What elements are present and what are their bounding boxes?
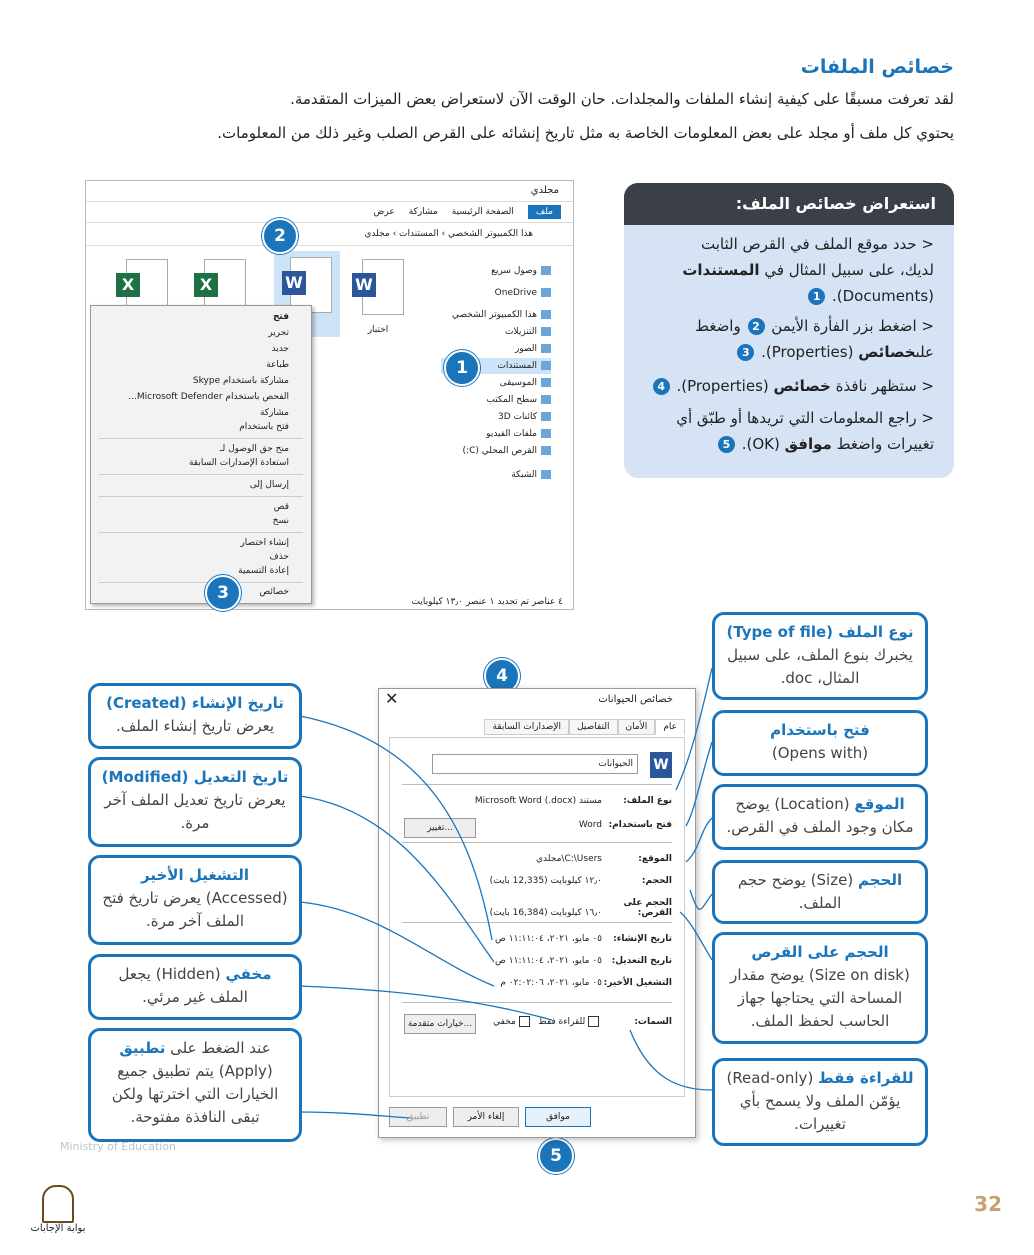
excel-icon: X — [194, 273, 218, 297]
modified-row: تاريخ التعديل:٠٥ مايو، ٢٠٢١، ١١:١١:٠٤ ص — [495, 956, 672, 966]
tab-previous-versions[interactable]: الإصدارات السابقة — [484, 719, 569, 735]
marker-3: 3 — [205, 575, 241, 611]
nav-onedrive[interactable]: OneDrive — [441, 285, 551, 301]
ribbon-tab-view[interactable]: عرض — [373, 207, 395, 217]
size-row: الحجم:١٢٫٠ كيلوبايت (12,335 بايت) — [489, 876, 672, 886]
ctx-rename[interactable]: إعادة التسمية — [238, 566, 289, 576]
step-2: < اضغط بزر الفأرة الأيمن 2 واضغط علىخصائص (Properties). 3 — [695, 317, 934, 361]
word-icon: W — [650, 752, 672, 778]
callout-created: تاريخ الإنشاء (Created) يعرض تاريخ إنشاء الملف. — [88, 683, 302, 749]
nav-3d-objects[interactable]: كائنات 3D — [441, 409, 551, 425]
excel-icon: X — [116, 273, 140, 297]
ribbon-tab-home[interactable]: الصفحة الرئيسية — [451, 207, 514, 217]
opens-row: فتح باستخدام:Word — [578, 820, 672, 830]
page-number: 32 — [974, 1192, 1002, 1216]
ctx-share-skype[interactable]: مشاركة باستخدام Skype — [192, 376, 289, 386]
advanced-button[interactable]: خيارات متقدمة... — [404, 1014, 476, 1034]
nav-music[interactable]: الموسيقى — [441, 375, 551, 391]
ribbon-tab-file[interactable]: ملف — [528, 205, 561, 219]
ctx-edit[interactable]: تحرير — [268, 328, 289, 338]
steps-title: استعراض خصائص الملف: — [624, 183, 954, 225]
ribbon-tab-share[interactable]: مشاركة — [408, 207, 438, 217]
ctx-open[interactable]: فتح — [272, 312, 289, 322]
close-icon[interactable]: ✕ — [385, 689, 399, 708]
nav-documents[interactable]: المستندات — [441, 358, 551, 374]
ok-button[interactable]: موافق — [525, 1107, 591, 1127]
location-row: الموقع:C:\Users\مجلدي — [536, 854, 672, 864]
address-bar[interactable]: هذا الكمبيوتر الشخصي › المستندات › مجلدي — [86, 223, 573, 246]
ctx-give-access[interactable]: منح حق الوصول لـ — [219, 444, 289, 454]
nav-local-disk[interactable]: القرص المحلي (C:) — [441, 443, 551, 459]
callout-read-only: للقراءة فقط (Read-only) يؤمّن الملف ولا يسمح بأي تغييرات. — [712, 1058, 928, 1146]
ctx-properties[interactable]: خصائص — [259, 587, 289, 597]
cancel-button[interactable]: إلغاء الأمر — [453, 1107, 519, 1127]
ctx-cut[interactable]: قص — [273, 502, 289, 512]
callout-location: الموقع (Location) يوضح مكان وجود الملف في القرص. — [712, 784, 928, 850]
intro-line-2: يحتوي كل ملف أو مجلد على بعض المعلومات الخاصة به مثل تاريخ إنشائه على القرص الصلب وغير ذلك من المعلومات. — [217, 124, 954, 142]
accessed-row: التشغيل الأخير:٠٥ مايو، ٢٠٢١، ٠٢:٠٢:٠٦ م — [500, 978, 672, 988]
step-1: < حدد موقع الملف في القرص الثابت لديك، على سبيل المثال في المستندات (Documents). 1 — [682, 235, 934, 305]
nav-network[interactable]: الشبكة — [441, 467, 551, 483]
site-logo: بوابة الإجابات — [28, 1185, 88, 1234]
readonly-label: للقراءة فقط — [538, 1017, 586, 1027]
logo-icon — [42, 1185, 74, 1223]
filename-field[interactable]: الحيوانات — [432, 754, 638, 774]
callout-accessed: التشغيل الأخير (Accessed) يعرض تاريخ فتح الملف آخر مرة. — [88, 855, 302, 945]
marker-4: 4 — [484, 658, 520, 694]
hidden-label: مخفي — [493, 1017, 516, 1027]
ctx-new[interactable]: جديد — [271, 344, 289, 354]
tab-security[interactable]: الأمان — [618, 719, 656, 735]
nav-videos[interactable]: ملفات الفيديو — [441, 426, 551, 442]
nav-pictures[interactable]: الصور — [441, 341, 551, 357]
nav-this-pc[interactable]: هذا الكمبيوتر الشخصي — [441, 307, 551, 323]
callout-opens-with: فتح باستخدام (Opens with) — [712, 710, 928, 776]
ctx-delete[interactable]: حذف — [269, 552, 289, 562]
status-bar: ٤ عناصر تم تحديد ١ عنصر ١٣٫٠ كيلوبايت — [411, 597, 563, 607]
word-icon: W — [352, 273, 376, 297]
attributes-row: السمات: للقراءة فقط مخفي — [493, 1017, 672, 1027]
apply-button[interactable]: تطبيق — [389, 1107, 447, 1127]
nav-downloads[interactable]: التنزيلات — [441, 324, 551, 340]
created-row: تاريخ الإنشاء:٠٥ مايو، ٢٠٢١، ١١:١١:٠٤ ص — [495, 934, 672, 944]
ctx-create-shortcut[interactable]: إنشاء اختصار — [240, 538, 289, 548]
marker-5: 5 — [538, 1138, 574, 1174]
callout-size: الحجم (Size) يوضح حجم الملف. — [712, 860, 928, 924]
explorer-title: مجلدي — [86, 181, 573, 202]
disk-size-row: الحجم على القرص:١٦٫٠ كيلوبايت (16,384 بايت) — [489, 898, 672, 918]
step-4: < راجع المعلومات التي تريدها أو طبّق أي تغييرات واضغط موافق (OK). 5 — [676, 409, 934, 453]
ctx-print[interactable]: طباعة — [266, 360, 289, 370]
type-row: نوع الملف:مستند Microsoft Word (.docx) — [474, 796, 672, 806]
tab-details[interactable]: التفاصيل — [569, 719, 617, 735]
marker-2: 2 — [262, 218, 298, 254]
callout-modified: تاريخ التعديل (Modified) يعرض تاريخ تعديل الملف آخر مرة. — [88, 757, 302, 847]
page-title: خصائص الملفات — [800, 56, 954, 78]
nav-quick-access[interactable]: وصول سريع — [441, 263, 551, 279]
file-name-label: اختبار — [367, 325, 389, 335]
callout-size-on-disk: الحجم على القرص (Size on disk) يوضح مقدار المساحة التي يحتاجها جهاز الحاسب لحفظ الملف. — [712, 932, 928, 1044]
ctx-send-to[interactable]: إرسال إلى — [249, 480, 289, 490]
ctx-share[interactable]: مشاركة — [259, 408, 289, 418]
callout-hidden: مخفي (Hidden) يجعل الملف غير مرئي. — [88, 954, 302, 1020]
word-icon: W — [282, 271, 306, 295]
nav-desktop[interactable]: سطح المكتب — [441, 392, 551, 408]
callout-type-of-file: نوع الملف (Type of file) يخبرك بنوع الملف، على سبيل المثال، doc. — [712, 612, 928, 700]
tab-general[interactable]: عام — [655, 719, 685, 735]
ctx-defender[interactable]: الفحص باستخدام Microsoft Defender... — [128, 392, 289, 402]
marker-1: 1 — [444, 350, 480, 386]
ctx-restore-versions[interactable]: استعادة الإصدارات السابقة — [188, 458, 289, 468]
step-3: < ستظهر نافذة خصائص (Properties). 4 — [634, 373, 934, 399]
ministry-watermark: Ministry of Education — [60, 1140, 177, 1153]
intro-line-1: لقد تعرفت مسبقًا على كيفية إنشاء الملفات والمجلدات. حان الوقت الآن لاستعراض بعض الميزات المتقدمة. — [290, 90, 954, 108]
ctx-open-with[interactable]: فتح باستخدام — [239, 422, 289, 432]
callout-apply: عند الضغط على تطبيق (Apply) يتم تطبيق جميع الخيارات التي اخترتها ولكن تبقى النافذة مفتوحة. — [88, 1028, 302, 1142]
ctx-copy[interactable]: نسخ — [272, 516, 289, 526]
marker-1: 1 — [808, 288, 825, 305]
dialog-title: خصائص الحيوانات — [598, 694, 673, 705]
change-button[interactable]: تغيير... — [404, 818, 476, 838]
